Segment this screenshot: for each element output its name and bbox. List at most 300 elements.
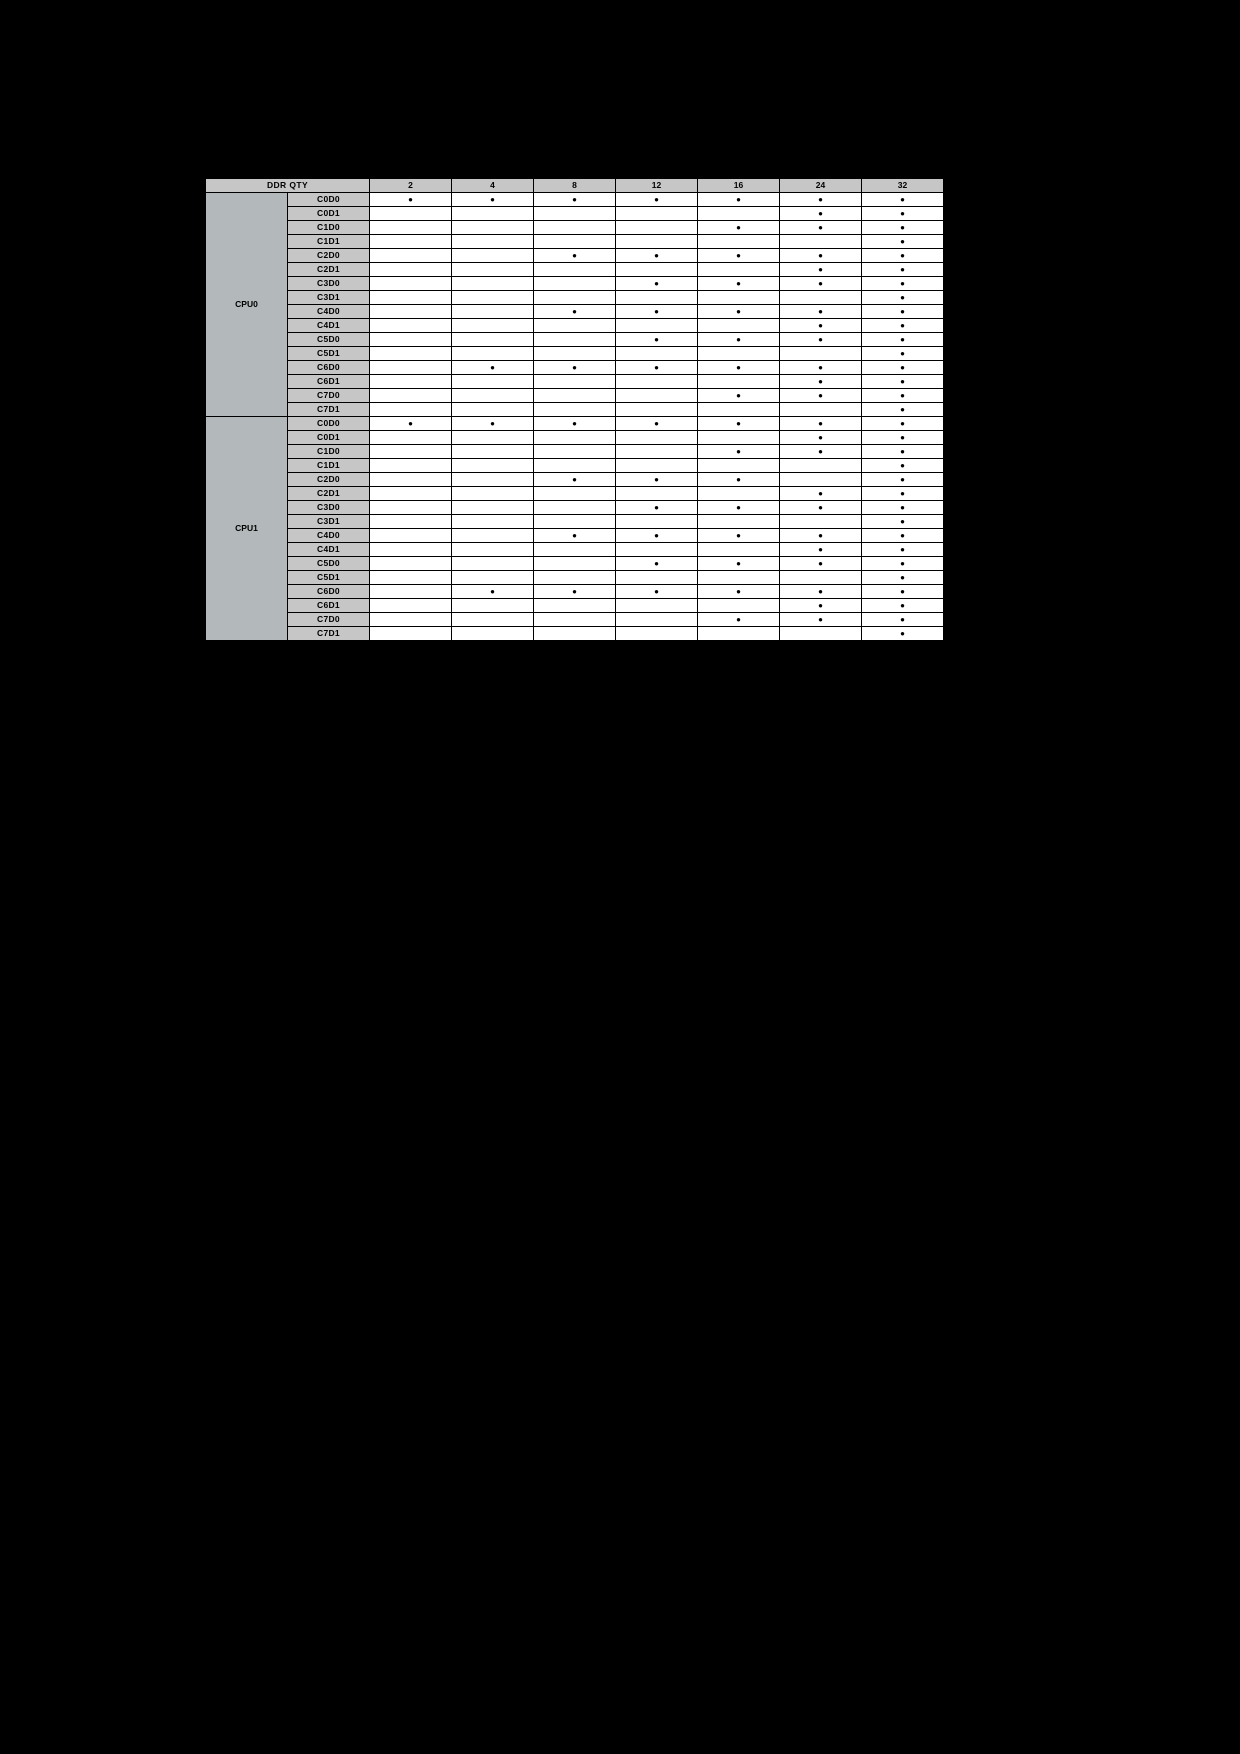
empty-cell — [370, 459, 452, 473]
empty-cell — [452, 501, 534, 515]
dimm-slot-label: C3D1 — [288, 515, 370, 529]
dimm-slot-label: C6D0 — [288, 361, 370, 375]
populated-marker-cell — [862, 501, 944, 515]
table-row — [206, 319, 944, 333]
table-row — [206, 361, 944, 375]
empty-cell — [452, 431, 534, 445]
populated-marker-cell — [780, 221, 862, 235]
empty-cell — [370, 529, 452, 543]
empty-cell — [452, 347, 534, 361]
table-row — [206, 571, 944, 585]
empty-cell — [698, 627, 780, 641]
empty-cell — [452, 403, 534, 417]
empty-cell — [534, 333, 616, 347]
empty-cell — [452, 515, 534, 529]
empty-cell — [698, 487, 780, 501]
empty-cell — [616, 375, 698, 389]
empty-cell — [452, 235, 534, 249]
empty-cell — [534, 389, 616, 403]
empty-cell — [452, 263, 534, 277]
empty-cell — [534, 543, 616, 557]
table-row — [206, 501, 944, 515]
empty-cell — [616, 627, 698, 641]
empty-cell — [452, 277, 534, 291]
populated-marker-cell — [698, 221, 780, 235]
populated-marker-cell — [616, 501, 698, 515]
dimm-slot-label: C7D1 — [288, 627, 370, 641]
cpu-group-label: CPU1 — [206, 417, 288, 641]
table-row — [206, 613, 944, 627]
populated-marker-cell — [780, 263, 862, 277]
empty-cell — [534, 403, 616, 417]
populated-marker-cell — [862, 319, 944, 333]
qty-column-header: 24 — [780, 179, 862, 193]
populated-marker-cell — [698, 557, 780, 571]
empty-cell — [370, 613, 452, 627]
populated-marker-cell — [452, 585, 534, 599]
empty-cell — [616, 207, 698, 221]
dimm-slot-label: C3D0 — [288, 277, 370, 291]
populated-marker-cell — [780, 319, 862, 333]
empty-cell — [534, 347, 616, 361]
empty-cell — [370, 445, 452, 459]
dimm-slot-label: C5D0 — [288, 557, 370, 571]
cpu-group-label: CPU0 — [206, 193, 288, 417]
empty-cell — [616, 403, 698, 417]
populated-marker-cell — [616, 249, 698, 263]
populated-marker-cell — [780, 431, 862, 445]
populated-marker-cell — [780, 277, 862, 291]
empty-cell — [452, 221, 534, 235]
empty-cell — [370, 347, 452, 361]
table-row — [206, 543, 944, 557]
empty-cell — [452, 389, 534, 403]
populated-marker-cell — [780, 557, 862, 571]
populated-marker-cell — [534, 361, 616, 375]
empty-cell — [534, 487, 616, 501]
dimm-slot-label: C0D0 — [288, 193, 370, 207]
dimm-slot-label: C7D0 — [288, 613, 370, 627]
empty-cell — [452, 543, 534, 557]
populated-marker-cell — [862, 249, 944, 263]
populated-marker-cell — [780, 543, 862, 557]
populated-marker-cell — [862, 515, 944, 529]
empty-cell — [534, 319, 616, 333]
populated-marker-cell — [862, 543, 944, 557]
empty-cell — [370, 291, 452, 305]
populated-marker-cell — [862, 263, 944, 277]
dimm-slot-label: C7D1 — [288, 403, 370, 417]
populated-marker-cell — [780, 333, 862, 347]
table-row — [206, 277, 944, 291]
empty-cell — [452, 249, 534, 263]
populated-marker-cell — [616, 305, 698, 319]
empty-cell — [534, 557, 616, 571]
populated-marker-cell — [780, 305, 862, 319]
empty-cell — [452, 333, 534, 347]
empty-cell — [780, 515, 862, 529]
empty-cell — [370, 515, 452, 529]
dimm-slot-label: C3D0 — [288, 501, 370, 515]
dimm-slot-label: C6D1 — [288, 599, 370, 613]
populated-marker-cell — [698, 417, 780, 431]
empty-cell — [370, 487, 452, 501]
table-row — [206, 291, 944, 305]
populated-marker-cell — [698, 501, 780, 515]
empty-cell — [616, 571, 698, 585]
populated-marker-cell — [698, 249, 780, 263]
dimm-slot-label: C1D1 — [288, 235, 370, 249]
empty-cell — [370, 235, 452, 249]
empty-cell — [370, 221, 452, 235]
qty-column-header: 4 — [452, 179, 534, 193]
table-row — [206, 445, 944, 459]
dimm-slot-label: C1D0 — [288, 445, 370, 459]
populated-marker-cell — [862, 277, 944, 291]
empty-cell — [698, 571, 780, 585]
empty-cell — [452, 319, 534, 333]
ddr-population-table — [205, 178, 944, 641]
populated-marker-cell — [862, 557, 944, 571]
empty-cell — [534, 235, 616, 249]
empty-cell — [698, 319, 780, 333]
empty-cell — [370, 431, 452, 445]
table-row — [206, 403, 944, 417]
empty-cell — [370, 319, 452, 333]
populated-marker-cell — [780, 487, 862, 501]
empty-cell — [534, 207, 616, 221]
table-row — [206, 515, 944, 529]
empty-cell — [534, 627, 616, 641]
empty-cell — [370, 375, 452, 389]
populated-marker-cell — [616, 193, 698, 207]
empty-cell — [452, 207, 534, 221]
empty-cell — [698, 263, 780, 277]
empty-cell — [780, 235, 862, 249]
populated-marker-cell — [862, 585, 944, 599]
empty-cell — [452, 627, 534, 641]
table-row — [206, 221, 944, 235]
populated-marker-cell — [780, 249, 862, 263]
table-row — [206, 627, 944, 641]
populated-marker-cell — [534, 417, 616, 431]
empty-cell — [452, 291, 534, 305]
empty-cell — [616, 459, 698, 473]
empty-cell — [534, 571, 616, 585]
empty-cell — [370, 305, 452, 319]
populated-marker-cell — [862, 221, 944, 235]
table-row — [206, 347, 944, 361]
table-row — [206, 333, 944, 347]
empty-cell — [616, 613, 698, 627]
table-row — [206, 529, 944, 543]
empty-cell — [534, 277, 616, 291]
populated-marker-cell — [780, 193, 862, 207]
dimm-slot-label: C4D0 — [288, 305, 370, 319]
table-row — [206, 431, 944, 445]
populated-marker-cell — [862, 347, 944, 361]
empty-cell — [534, 263, 616, 277]
populated-marker-cell — [862, 291, 944, 305]
dimm-slot-label: C4D1 — [288, 543, 370, 557]
dimm-slot-label: C4D1 — [288, 319, 370, 333]
empty-cell — [534, 445, 616, 459]
populated-marker-cell — [698, 473, 780, 487]
populated-marker-cell — [862, 361, 944, 375]
populated-marker-cell — [698, 277, 780, 291]
empty-cell — [780, 459, 862, 473]
empty-cell — [370, 361, 452, 375]
dimm-slot-label: C2D0 — [288, 249, 370, 263]
populated-marker-cell — [452, 361, 534, 375]
populated-marker-cell — [698, 529, 780, 543]
empty-cell — [452, 445, 534, 459]
empty-cell — [616, 221, 698, 235]
dimm-slot-label: C5D1 — [288, 571, 370, 585]
empty-cell — [698, 375, 780, 389]
populated-marker-cell — [698, 445, 780, 459]
empty-cell — [616, 445, 698, 459]
table-row — [206, 389, 944, 403]
populated-marker-cell — [862, 599, 944, 613]
qty-column-header: 12 — [616, 179, 698, 193]
empty-cell — [534, 599, 616, 613]
empty-cell — [616, 291, 698, 305]
dimm-slot-label: C2D1 — [288, 263, 370, 277]
populated-marker-cell — [616, 529, 698, 543]
empty-cell — [780, 403, 862, 417]
table-row — [206, 305, 944, 319]
empty-cell — [616, 515, 698, 529]
dimm-slot-label: C6D1 — [288, 375, 370, 389]
empty-cell — [370, 627, 452, 641]
populated-marker-cell — [534, 585, 616, 599]
empty-cell — [534, 501, 616, 515]
populated-marker-cell — [534, 473, 616, 487]
table-row — [206, 193, 944, 207]
dimm-slot-label: C0D1 — [288, 431, 370, 445]
populated-marker-cell — [862, 235, 944, 249]
populated-marker-cell — [698, 361, 780, 375]
populated-marker-cell — [534, 529, 616, 543]
table-row — [206, 207, 944, 221]
empty-cell — [452, 571, 534, 585]
empty-cell — [616, 431, 698, 445]
table-row — [206, 473, 944, 487]
populated-marker-cell — [534, 193, 616, 207]
empty-cell — [370, 277, 452, 291]
empty-cell — [370, 585, 452, 599]
empty-cell — [452, 375, 534, 389]
empty-cell — [370, 403, 452, 417]
populated-marker-cell — [780, 585, 862, 599]
empty-cell — [616, 235, 698, 249]
populated-marker-cell — [780, 529, 862, 543]
empty-cell — [698, 347, 780, 361]
empty-cell — [780, 291, 862, 305]
empty-cell — [698, 403, 780, 417]
empty-cell — [698, 235, 780, 249]
populated-marker-cell — [698, 389, 780, 403]
table-row — [206, 459, 944, 473]
populated-marker-cell — [780, 501, 862, 515]
empty-cell — [452, 305, 534, 319]
table-row — [206, 585, 944, 599]
empty-cell — [370, 543, 452, 557]
empty-cell — [780, 571, 862, 585]
populated-marker-cell — [862, 403, 944, 417]
dimm-slot-label: C1D1 — [288, 459, 370, 473]
ddr-qty-header-label: DDR QTY — [206, 179, 370, 193]
populated-marker-cell — [862, 529, 944, 543]
qty-column-header: 32 — [862, 179, 944, 193]
empty-cell — [780, 347, 862, 361]
populated-marker-cell — [780, 445, 862, 459]
empty-cell — [370, 501, 452, 515]
table-row — [206, 235, 944, 249]
populated-marker-cell — [616, 557, 698, 571]
empty-cell — [534, 459, 616, 473]
populated-marker-cell — [862, 305, 944, 319]
empty-cell — [370, 571, 452, 585]
populated-marker-cell — [862, 627, 944, 641]
table-row — [206, 487, 944, 501]
populated-marker-cell — [452, 193, 534, 207]
empty-cell — [698, 431, 780, 445]
populated-marker-cell — [370, 417, 452, 431]
empty-cell — [534, 375, 616, 389]
table-row — [206, 557, 944, 571]
dimm-slot-label: C4D0 — [288, 529, 370, 543]
qty-column-header: 8 — [534, 179, 616, 193]
populated-marker-cell — [862, 417, 944, 431]
table-header-row — [206, 179, 944, 193]
populated-marker-cell — [862, 333, 944, 347]
dimm-slot-label: C1D0 — [288, 221, 370, 235]
populated-marker-cell — [698, 305, 780, 319]
dimm-slot-label: C0D1 — [288, 207, 370, 221]
empty-cell — [616, 263, 698, 277]
empty-cell — [698, 599, 780, 613]
empty-cell — [698, 291, 780, 305]
populated-marker-cell — [370, 193, 452, 207]
populated-marker-cell — [862, 487, 944, 501]
populated-marker-cell — [616, 333, 698, 347]
empty-cell — [452, 529, 534, 543]
empty-cell — [698, 543, 780, 557]
populated-marker-cell — [862, 193, 944, 207]
empty-cell — [452, 557, 534, 571]
empty-cell — [534, 613, 616, 627]
empty-cell — [534, 221, 616, 235]
empty-cell — [780, 627, 862, 641]
populated-marker-cell — [862, 431, 944, 445]
empty-cell — [452, 613, 534, 627]
populated-marker-cell — [780, 613, 862, 627]
empty-cell — [534, 291, 616, 305]
empty-cell — [616, 543, 698, 557]
empty-cell — [370, 389, 452, 403]
populated-marker-cell — [616, 473, 698, 487]
table-row — [206, 263, 944, 277]
empty-cell — [370, 249, 452, 263]
populated-marker-cell — [534, 305, 616, 319]
dimm-slot-label: C7D0 — [288, 389, 370, 403]
dimm-slot-label: C2D0 — [288, 473, 370, 487]
qty-column-header: 2 — [370, 179, 452, 193]
populated-marker-cell — [780, 599, 862, 613]
populated-marker-cell — [698, 193, 780, 207]
empty-cell — [370, 599, 452, 613]
empty-cell — [452, 487, 534, 501]
empty-cell — [370, 207, 452, 221]
populated-marker-cell — [534, 249, 616, 263]
empty-cell — [370, 473, 452, 487]
populated-marker-cell — [698, 613, 780, 627]
populated-marker-cell — [862, 207, 944, 221]
populated-marker-cell — [616, 585, 698, 599]
table-row — [206, 249, 944, 263]
table-row — [206, 375, 944, 389]
dimm-slot-label: C5D0 — [288, 333, 370, 347]
populated-marker-cell — [780, 375, 862, 389]
dimm-slot-label: C2D1 — [288, 487, 370, 501]
populated-marker-cell — [862, 375, 944, 389]
empty-cell — [616, 347, 698, 361]
empty-cell — [616, 487, 698, 501]
populated-marker-cell — [862, 459, 944, 473]
empty-cell — [534, 431, 616, 445]
empty-cell — [616, 319, 698, 333]
empty-cell — [452, 473, 534, 487]
empty-cell — [452, 459, 534, 473]
empty-cell — [534, 515, 616, 529]
empty-cell — [698, 459, 780, 473]
dimm-slot-label: C0D0 — [288, 417, 370, 431]
populated-marker-cell — [780, 389, 862, 403]
populated-marker-cell — [698, 585, 780, 599]
populated-marker-cell — [862, 473, 944, 487]
populated-marker-cell — [780, 207, 862, 221]
dimm-slot-label: C6D0 — [288, 585, 370, 599]
table-row — [206, 417, 944, 431]
populated-marker-cell — [862, 445, 944, 459]
qty-column-header: 16 — [698, 179, 780, 193]
empty-cell — [370, 333, 452, 347]
empty-cell — [780, 473, 862, 487]
populated-marker-cell — [862, 613, 944, 627]
ddr-population-table-wrapper — [205, 178, 943, 641]
populated-marker-cell — [616, 277, 698, 291]
populated-marker-cell — [862, 389, 944, 403]
populated-marker-cell — [780, 361, 862, 375]
populated-marker-cell — [862, 571, 944, 585]
empty-cell — [698, 515, 780, 529]
populated-marker-cell — [616, 417, 698, 431]
dimm-slot-label: C3D1 — [288, 291, 370, 305]
populated-marker-cell — [698, 333, 780, 347]
populated-marker-cell — [452, 417, 534, 431]
table-row — [206, 599, 944, 613]
empty-cell — [698, 207, 780, 221]
empty-cell — [616, 599, 698, 613]
empty-cell — [370, 263, 452, 277]
dimm-slot-label: C5D1 — [288, 347, 370, 361]
populated-marker-cell — [616, 361, 698, 375]
empty-cell — [616, 389, 698, 403]
empty-cell — [452, 599, 534, 613]
populated-marker-cell — [780, 417, 862, 431]
